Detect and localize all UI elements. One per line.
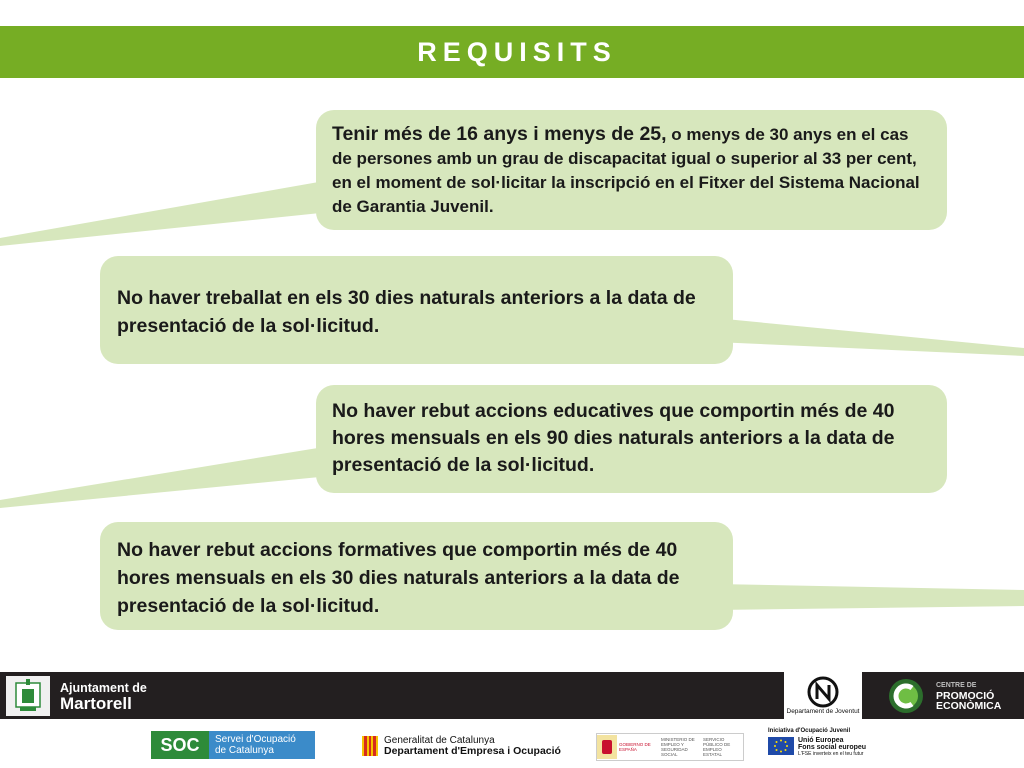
gencat-line2: Departament d'Empresa i Ocupació bbox=[384, 745, 561, 757]
requirement-bubble-no-training bbox=[100, 522, 733, 630]
bubble-2-tail bbox=[715, 318, 1024, 356]
sponsor-logos bbox=[0, 719, 1024, 768]
cpe-logo bbox=[882, 674, 1022, 717]
gencat-logo bbox=[362, 735, 561, 757]
martorell-line1: Ajuntament de bbox=[60, 680, 147, 695]
requirement-age-text: o menys de 30 anys en el cas de persones amb un grau de discapacitat igual o superior al 33 per cent, en el moment de sol·licitar la inscripció en el Fitxer del Sistema Nacional de Garantia Juvenil. bbox=[332, 125, 920, 216]
bubble-4-tail bbox=[715, 584, 1024, 610]
eu-line1: Unió Europea bbox=[798, 737, 844, 744]
ministerio-logo bbox=[596, 733, 744, 761]
eu-line2: Fons social europeu bbox=[798, 744, 867, 751]
cpe-line3: ECONÒMICA bbox=[936, 699, 1002, 712]
ministerio-col3: SERVICIO PÚBLICO DE EMPLEO ESTATAL bbox=[703, 737, 731, 757]
requirement-no-training-text: No haver rebut accions formatives que comportin més de 40 hores mensuals en els 30 dies naturals anteriors a la data de presentació de la sol·licitud. bbox=[117, 539, 680, 617]
joventut-logo bbox=[784, 672, 862, 719]
soc-line1: Servei d'Ocupació bbox=[215, 734, 296, 745]
spain-crest-icon bbox=[597, 735, 617, 759]
gencat-line1: Generalitat de Catalunya bbox=[384, 735, 495, 746]
requirement-bubble-no-work bbox=[100, 256, 733, 364]
requirement-no-education-text: No haver rebut accions educatives que comportin més de 40 hores mensuals en els 90 dies naturals anteriors a la data de presentació de la sol·licitud. bbox=[332, 400, 895, 476]
footer-bar bbox=[0, 672, 1024, 719]
requirement-age-emphasis: Tenir més de 16 anys i menys de 25, bbox=[332, 123, 667, 145]
soc-logo bbox=[151, 731, 315, 759]
requirement-bubble-age bbox=[316, 110, 947, 230]
requirement-no-work-text: No haver treballat en els 30 dies naturals anteriors a la data de presentació de la sol·licitud. bbox=[117, 287, 696, 337]
martorell-line2: Martorell bbox=[60, 693, 132, 713]
senyera-icon bbox=[362, 736, 378, 756]
joventut-label: Departament de Joventut bbox=[786, 707, 860, 715]
martorell-crest-icon bbox=[6, 676, 50, 716]
cpe-line1: CENTRE DE bbox=[936, 681, 977, 689]
eu-line3: L'FSE inverteix en el teu futur bbox=[798, 751, 864, 757]
martorell-logo bbox=[0, 672, 160, 719]
page-title: REQUISITS bbox=[417, 36, 617, 67]
eu-top: Iniciativa d'Ocupació Juvenil bbox=[768, 728, 851, 734]
bubble-3-tail bbox=[0, 446, 330, 508]
soc-line2: de Catalunya bbox=[215, 745, 274, 756]
cpe-line2: PROMOCIÓ bbox=[936, 689, 995, 702]
bubble-1-tail bbox=[0, 180, 330, 246]
requirement-bubble-no-education bbox=[316, 385, 947, 493]
joventut-n-icon bbox=[807, 676, 839, 708]
soc-abbr: SOC bbox=[151, 731, 209, 759]
cpe-mark-icon bbox=[882, 676, 930, 716]
ministerio-col2: MINISTERIO DE EMPLEO Y SEGURIDAD SOCIAL bbox=[661, 737, 695, 757]
eu-logo bbox=[768, 728, 880, 762]
ministerio-col1: GOBIERNO DE ESPAÑA bbox=[619, 742, 651, 752]
eu-flag-icon bbox=[768, 737, 794, 755]
